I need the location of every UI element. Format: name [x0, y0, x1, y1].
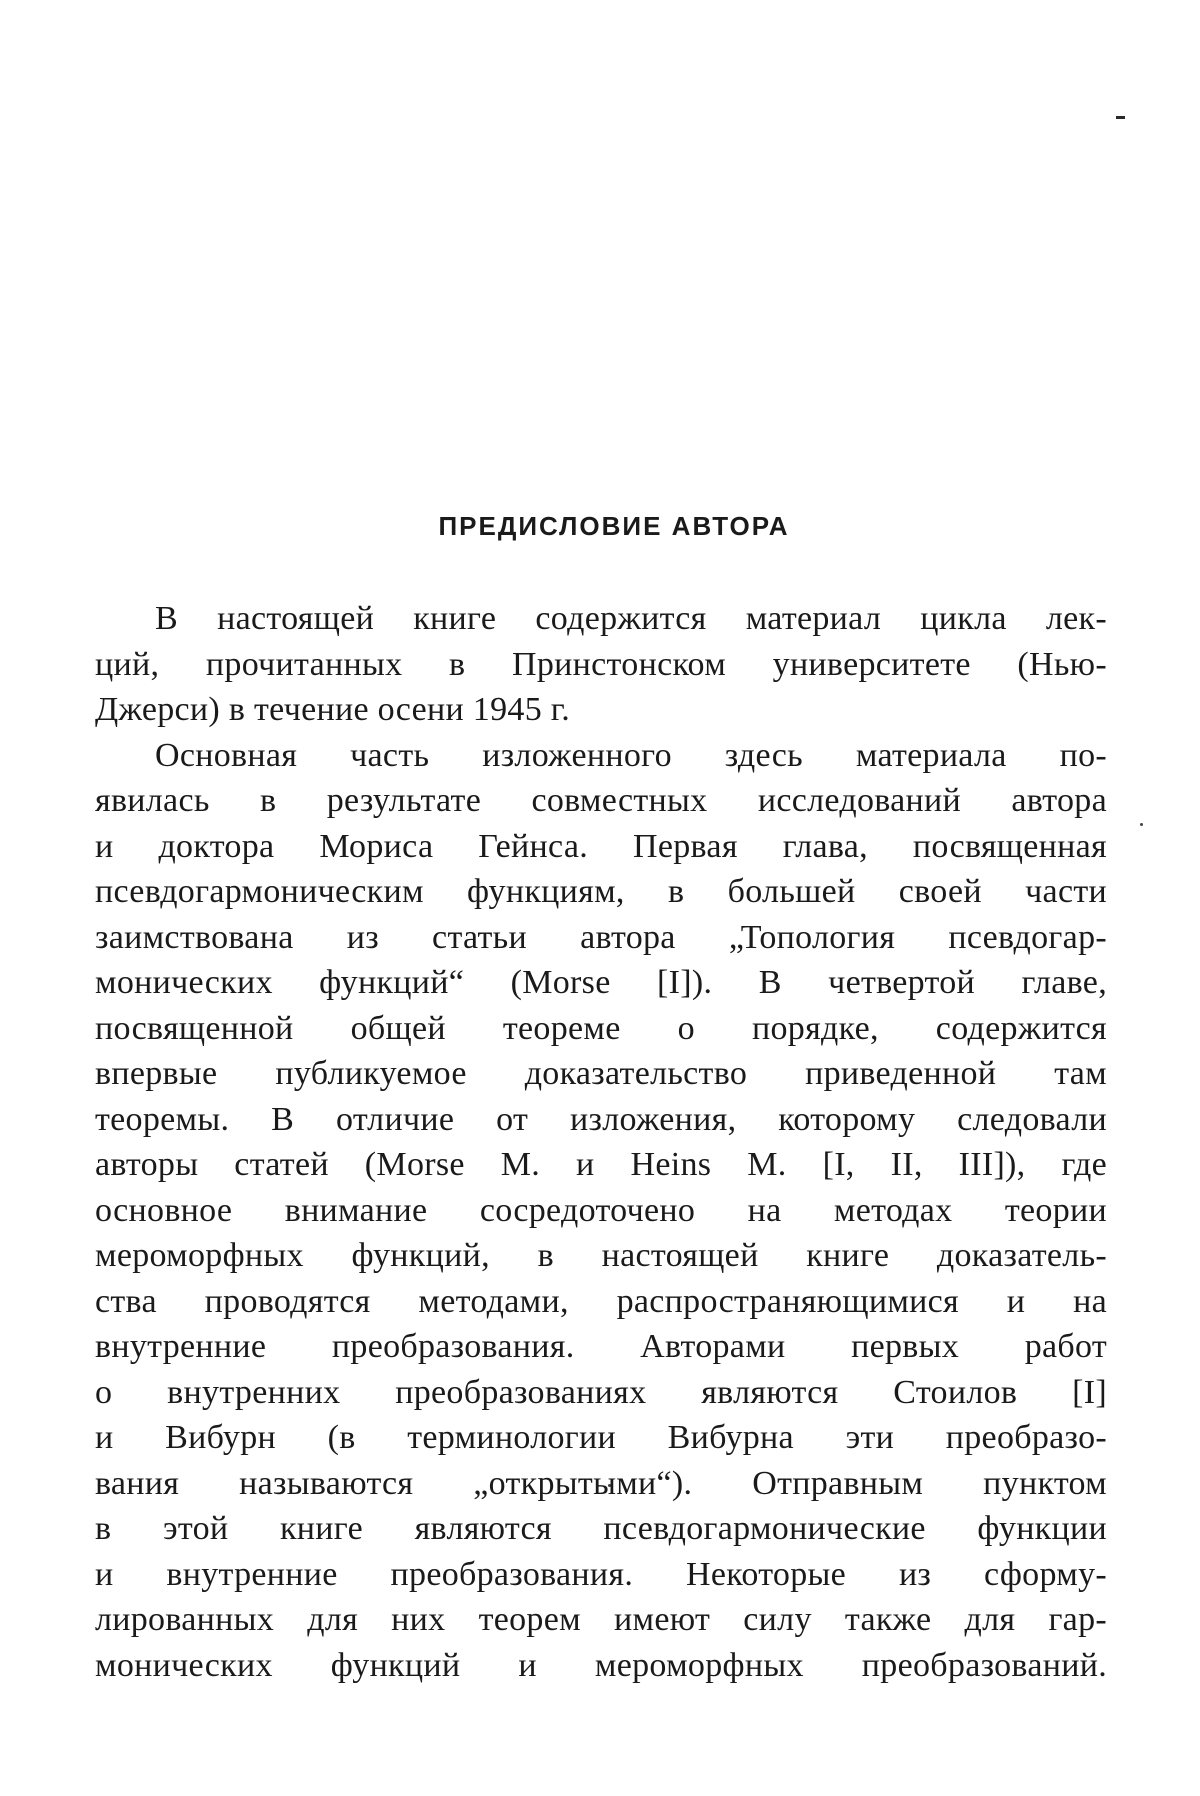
corner-mark [1116, 116, 1125, 119]
text-line: ций, прочитанных в Принстонском университете (Нью- [95, 645, 1107, 683]
text-line: теоремы. В отличие от изложения, которому следовали [95, 1100, 1107, 1138]
page-title: ПРЕДИСЛОВИЕ АВТОРА [438, 511, 790, 541]
text-line: ства проводятся методами, распространяющимися и на [95, 1282, 1107, 1320]
text-line: внутренние преобразования. Авторами первых работ [95, 1328, 1107, 1365]
text-line: о внутренних преобразованиях являются Стоилов [I] [95, 1373, 1107, 1411]
text-line: впервые публикуемое доказательство приведенной там [95, 1055, 1107, 1092]
text-line: монических функций“ (Morse [I]). В четвертой главе, [95, 964, 1107, 1001]
text-line: Основная часть изложенного здесь материала по- [155, 736, 1107, 774]
text-line: Джерси) в течение осени 1945 г. [95, 691, 571, 728]
text-line: основное внимание сосредоточено на методах теории [95, 1191, 1107, 1229]
text-line: явилась в результате совместных исследований автора [95, 782, 1107, 819]
text-line: и внутренние преобразования. Некоторые из сформу- [95, 1555, 1107, 1593]
text-line: монических функций и мероморфных преобразований. [95, 1646, 1107, 1684]
text-line: авторы статей (Morse M. и Heins M. [I, II, III]), где [95, 1146, 1107, 1183]
text-line: и Вибурн (в терминологии Вибурна эти преобразо- [95, 1419, 1107, 1456]
text-line: вания называются „открытыми“). Отправным пунктом [95, 1464, 1107, 1502]
text-line: посвященной общей теореме о порядке, содержится [95, 1009, 1107, 1047]
text-line: в этой книге являются псевдогармонические функции [95, 1510, 1107, 1547]
text-line: и доктора Мориса Гейнса. Первая глава, посвященная [95, 827, 1107, 865]
body-text [95, 596, 1107, 1688]
text-line: лированных для них теорем имеют силу также для гар- [95, 1601, 1107, 1638]
text-line: В настоящей книге содержится материал цикла лек- [155, 600, 1107, 637]
text-line: псевдогармоническим функциям, в большей своей части [95, 873, 1107, 910]
text-line: мероморфных функций, в настоящей книге доказатель- [95, 1237, 1107, 1274]
stray-dot [1140, 823, 1143, 826]
text-line: заимствована из статьи автора „Топология псевдогар- [95, 918, 1107, 956]
